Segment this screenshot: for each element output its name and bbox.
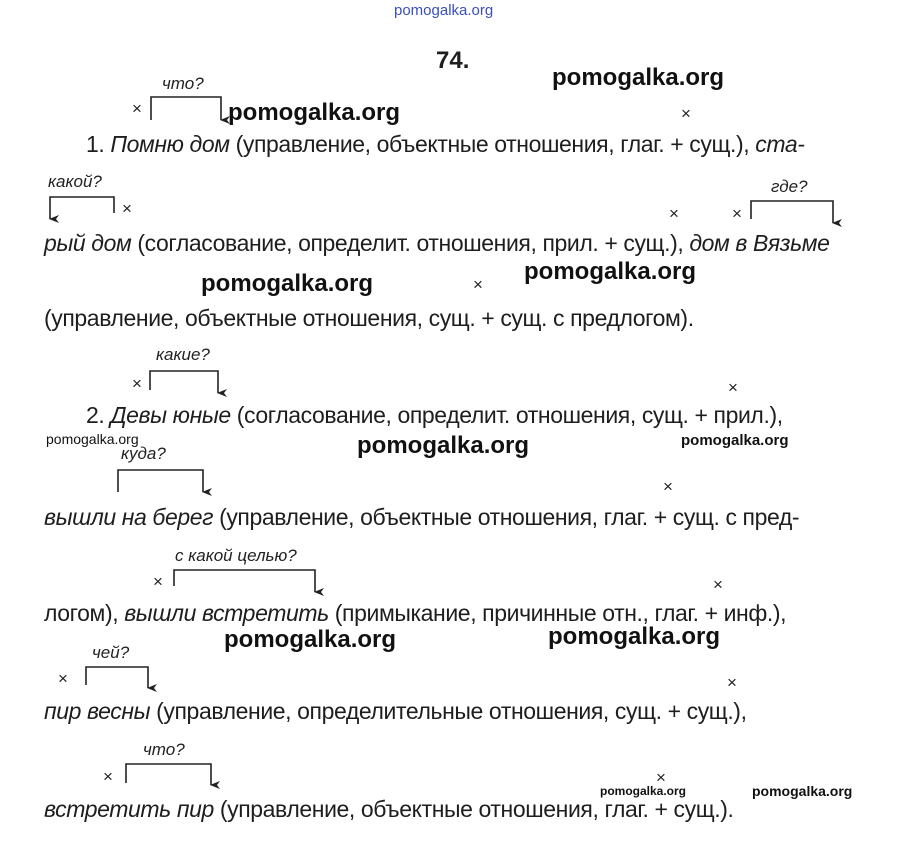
watermark-small: pomogalka.org — [752, 783, 853, 799]
text-line-3: (управление, объектные отношения, сущ. + сущ. с предлогом). — [44, 305, 694, 331]
watermark: pomogalka.org — [524, 258, 697, 285]
watermark: pomogalka.org — [224, 626, 397, 653]
cross-mark: × — [656, 768, 666, 787]
question-label: где? — [771, 177, 808, 196]
text-line-7: пир весны (управление, определительные отношения, сущ. + сущ.), — [44, 698, 747, 724]
text-line-1: 1. Помню дом (управление, объектные отношения, глаг. + сущ.), ста- — [86, 131, 805, 157]
exercise-number: 74. — [436, 47, 470, 74]
question-label: что? — [162, 74, 204, 93]
arrow-q2 — [50, 197, 114, 219]
arrow-q8 — [126, 764, 211, 785]
question-label: куда? — [121, 444, 166, 463]
text-line-4: 2. Девы юные (согласование, определит. отношения, сущ. + прил.), — [86, 402, 783, 428]
question-label: какой? — [48, 172, 102, 191]
cross-mark: × — [669, 204, 679, 223]
cross-mark: × — [122, 199, 132, 218]
cross-mark: × — [663, 477, 673, 496]
text-line-6: логом), вышли встретить (примыкание, причинные отн., глаг. + инф.), — [44, 600, 787, 626]
question-label: чей? — [92, 643, 130, 662]
cross-mark: × — [728, 378, 738, 397]
cross-mark: × — [732, 204, 742, 223]
arrow-q7 — [86, 667, 148, 688]
text-line-2: рый дом (согласование, определит. отношения, прил. + сущ.), дом в Вязьме — [44, 230, 830, 256]
cross-mark: × — [153, 572, 163, 591]
arrow-q1 — [151, 97, 221, 120]
watermark-top: pomogalka.org — [394, 2, 494, 19]
cross-mark: × — [681, 104, 691, 123]
arrow-q3 — [751, 201, 833, 223]
cross-mark: × — [103, 767, 113, 786]
watermark-small: pomogalka.org — [600, 784, 687, 798]
arrow-q6 — [174, 570, 315, 592]
question-label: какие? — [156, 345, 210, 364]
text-line-5: вышли на берег (управление, объектные отношения, глаг. + сущ. с пред- — [44, 504, 800, 530]
text-line-8: встретить пир (управление, объектные отношения, глаг. + сущ.). — [44, 796, 734, 822]
watermark-small: pomogalka.org — [46, 431, 139, 447]
watermark: pomogalka.org — [548, 623, 721, 650]
watermark: pomogalka.org — [552, 64, 725, 91]
question-label: с какой целью? — [175, 546, 297, 565]
arrow-q5 — [118, 470, 203, 492]
watermark: pomogalka.org — [357, 432, 530, 459]
watermark: pomogalka.org — [228, 99, 401, 126]
question-label: что? — [143, 740, 185, 759]
cross-mark: × — [132, 99, 142, 118]
watermark-small: pomogalka.org — [681, 432, 789, 449]
cross-mark: × — [727, 673, 737, 692]
cross-mark: × — [713, 575, 723, 594]
watermark: pomogalka.org — [201, 270, 374, 297]
cross-mark: × — [473, 275, 483, 294]
cross-mark: × — [58, 669, 68, 688]
cross-mark: × — [132, 374, 142, 393]
arrow-q4 — [150, 371, 218, 393]
